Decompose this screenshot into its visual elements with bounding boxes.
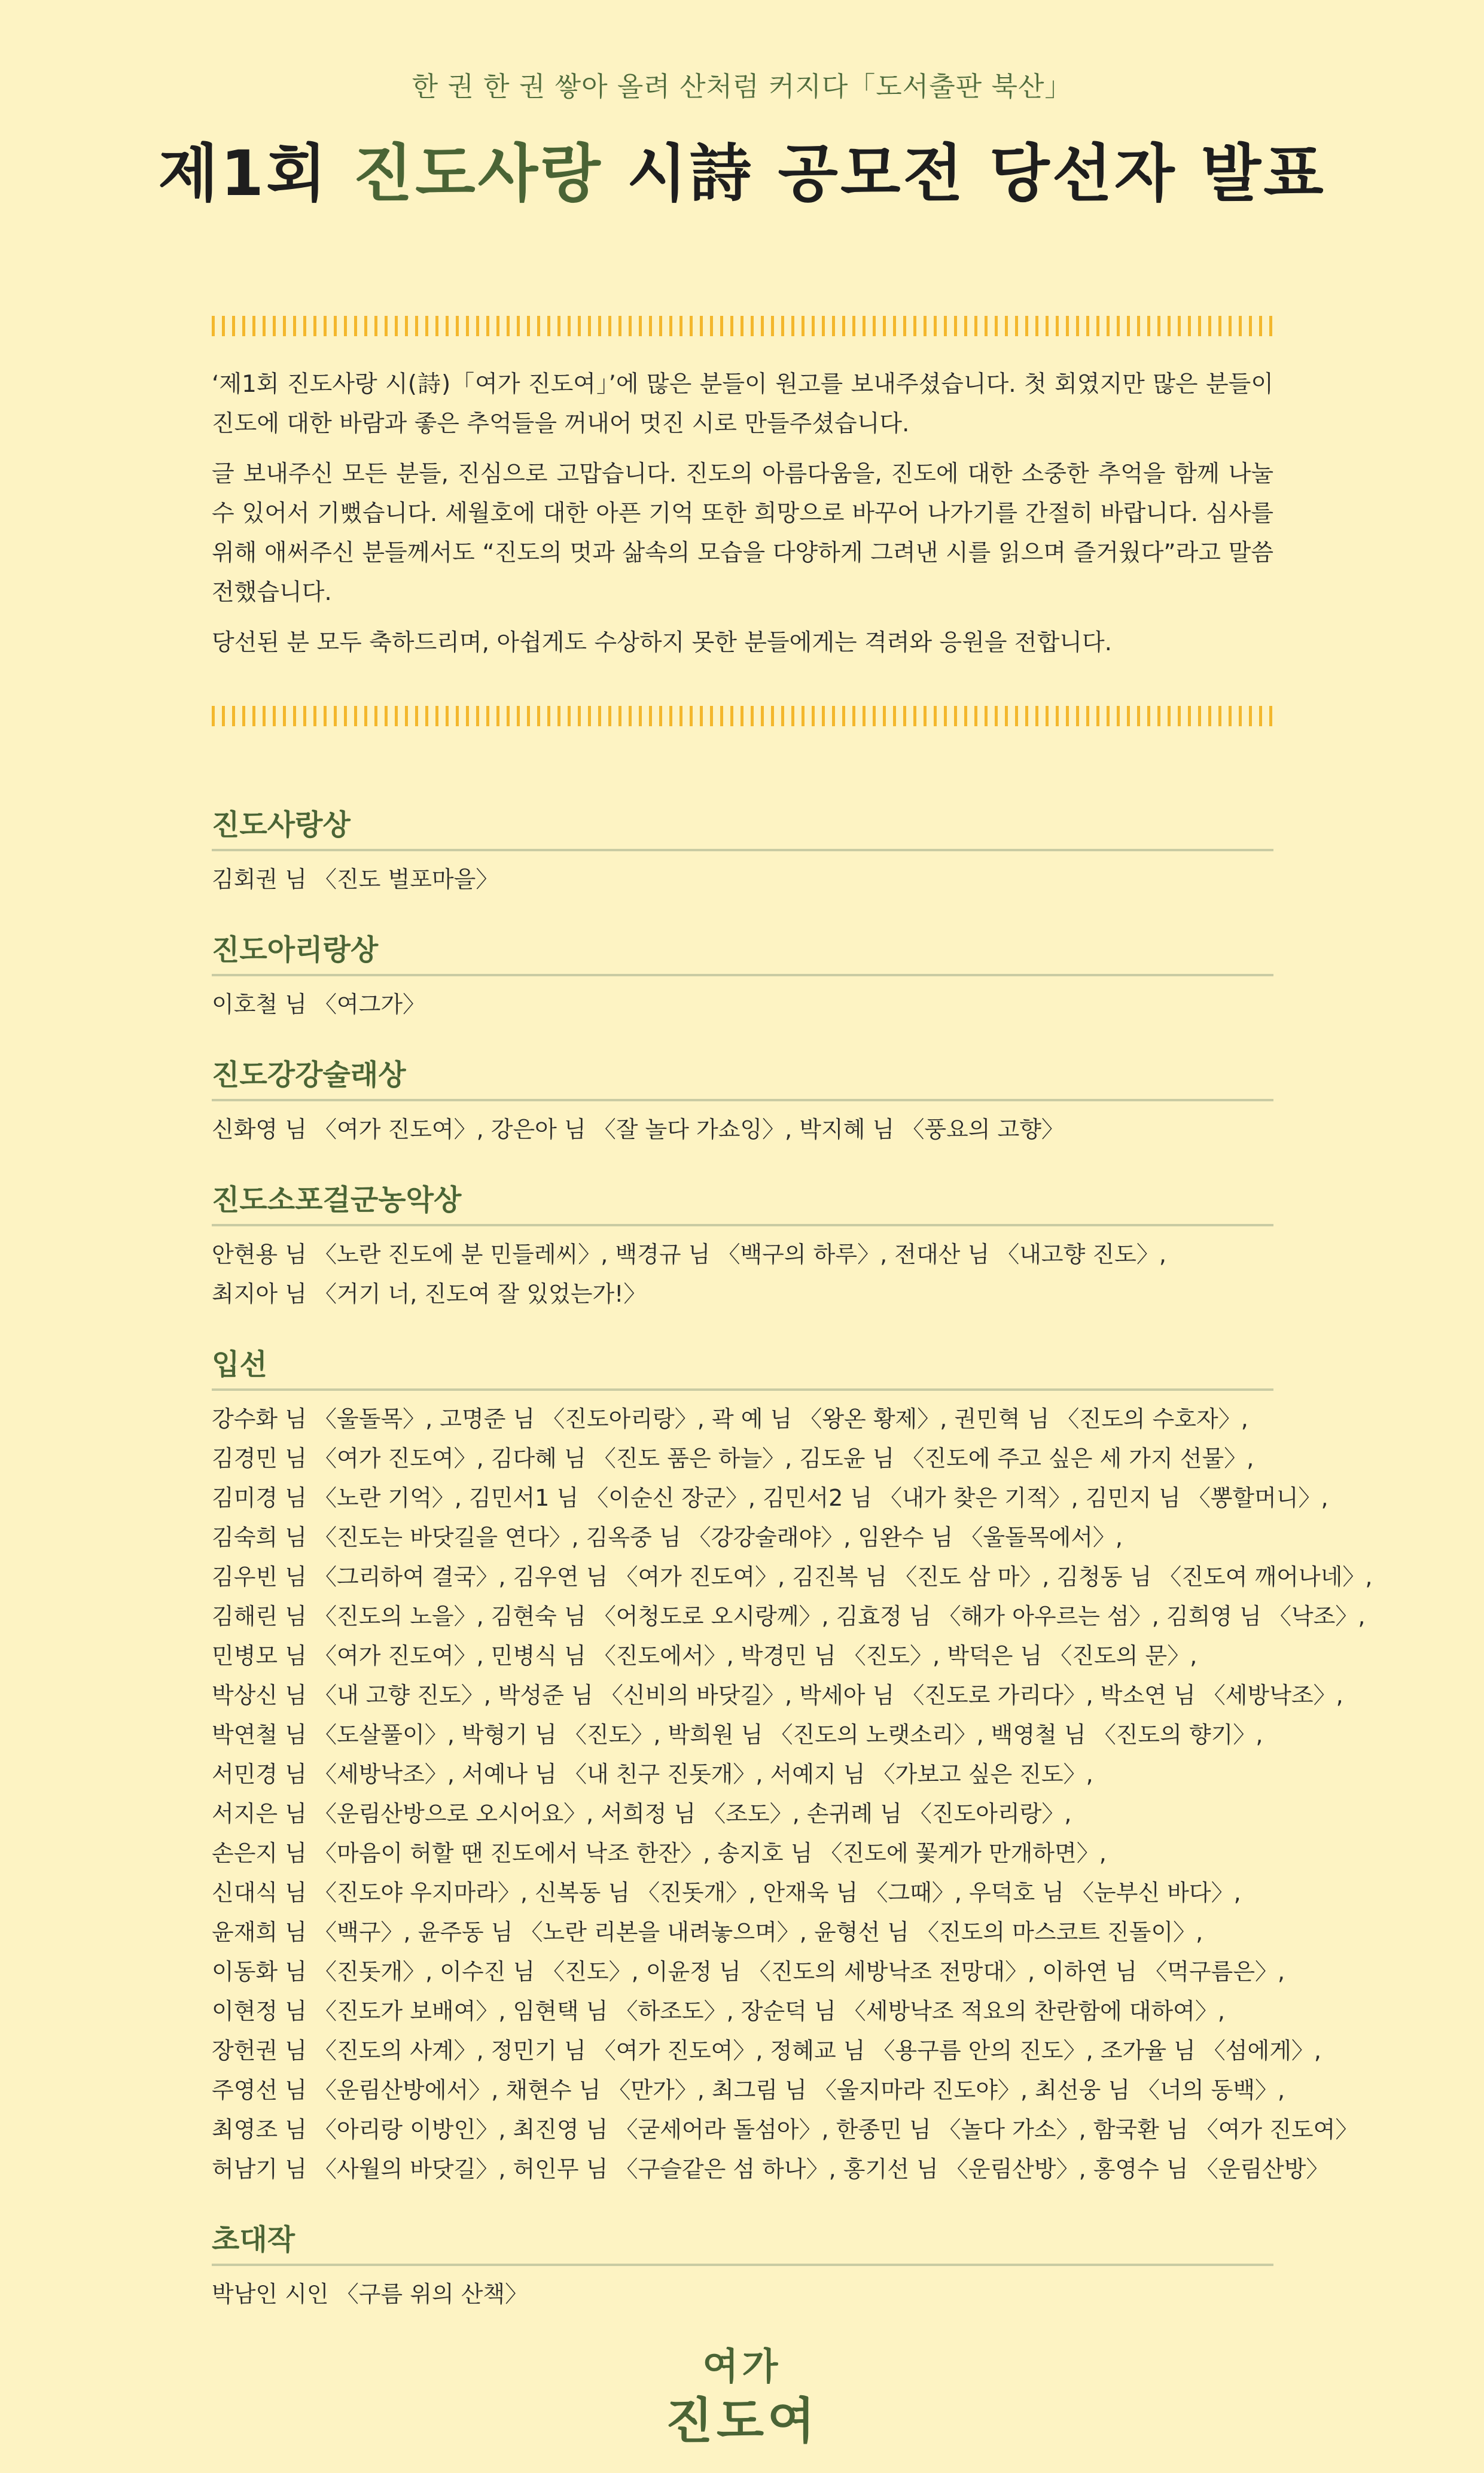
winner-line: 이호철 님 〈여그가〉 xyxy=(212,991,426,1018)
winner-line: 신화영 님 〈여가 진도여〉, 강은아 님 〈잘 놀다 가쇼잉〉, 박지혜 님 〈풍요의 고향〉 xyxy=(212,1116,1064,1143)
section-title: 진도사랑상 xyxy=(212,802,1273,851)
section-body xyxy=(212,860,1273,899)
winner-line: 서지은 님 〈운림산방으로 오시어요〉, 서희정 님 〈조도〉, 손귀례 님 〈진도아리랑〉, xyxy=(212,1801,1072,1827)
section-title: 입선 xyxy=(212,1341,1273,1391)
award-section-jindo-arirang xyxy=(212,927,1273,1024)
winner-line: 안현용 님 〈노란 진도에 분 민들레씨〉, 백경규 님 〈백구의 하루〉, 전대산 님 〈내고향 진도〉, xyxy=(212,1241,1166,1268)
winner-line: 신대식 님 〈진도야 우지마라〉, 신복동 님 〈진돗개〉, 안재욱 님 〈그때〉, 우덕호 님 〈눈부신 바다〉, xyxy=(212,1880,1241,1906)
winner-line: 윤재희 님 〈백구〉, 윤주동 님 〈노란 리본을 내려놓으며〉, 윤형선 님 〈진도의 마스코트 진돌이〉, xyxy=(212,1919,1203,1945)
winner-line: 김경민 님 〈여가 진도여〉, 김다혜 님 〈진도 품은 하늘〉, 김도윤 님 〈진도에 주고 싶은 세 가지 선물〉, xyxy=(212,1445,1254,1472)
intro-paragraph: ‘제1회 진도사랑 시(詩)「여가 진도여」’에 많은 분들이 원고를 보내주셨습니다. 첫 회였지만 많은 분들이 진도에 대한 바람과 좋은 추억들을 꺼내어 멋진 시로 만들주셨습니다. xyxy=(212,371,1273,437)
award-section-jindo-sarang xyxy=(212,802,1273,899)
award-section-ganggangsullae xyxy=(212,1052,1273,1149)
winner-line: 이현정 님 〈진도가 보배여〉, 임현택 님 〈하조도〉, 장순덕 님 〈세방낙조 적요의 찬란함에 대하여〉, xyxy=(212,1998,1225,2024)
winner-line: 손은지 님 〈마음이 허할 땐 진도에서 낙조 한잔〉, 송지호 님 〈진도에 꽃게가 만개하면〉, xyxy=(212,1840,1107,1866)
intro-text xyxy=(212,365,1273,674)
logo-line-2: 진도여 xyxy=(665,2393,819,2450)
section-body xyxy=(212,2274,1273,2314)
winner-line: 김미경 님 〈노란 기억〉, 김민서1 님 〈이순신 장군〉, 김민서2 님 〈내가 찾은 기적〉, 김민지 님 〈뽕할머니〉, xyxy=(212,1485,1328,1511)
winner-line: 허남기 님 〈사월의 바닷길〉, 허인무 님 〈구슬같은 섬 하나〉, 홍기선 님 〈운림산방〉, 홍영수 님 〈운림산방〉 xyxy=(212,2156,1329,2182)
section-body xyxy=(212,985,1273,1024)
winner-line: 서민경 님 〈세방낙조〉, 서예나 님 〈내 친구 진돗개〉, 서예지 님 〈가보고 싶은 진도〉, xyxy=(212,1761,1093,1787)
section-title: 진도소포걸군농악상 xyxy=(212,1177,1273,1226)
winner-line: 박남인 시인 〈구름 위의 산책〉 xyxy=(212,2281,528,2307)
tagline: 한 권 한 권 쌓아 올려 산처럼 커지다「도서출판 북산」 xyxy=(412,71,1072,102)
winner-line: 강수화 님 〈울돌목〉, 고명준 님 〈진도아리랑〉, 곽 예 님 〈왕온 황제〉, 권민혁 님 〈진도의 수호자〉, xyxy=(212,1406,1248,1432)
award-section-sopo-nongak xyxy=(212,1177,1273,1314)
section-title: 진도강강술래상 xyxy=(212,1052,1273,1101)
winner-line: 김숙희 님 〈진도는 바닷길을 연다〉, 김옥중 님 〈강강술래야〉, 임완수 님 〈울돌목에서〉, xyxy=(212,1524,1123,1551)
winner-line: 최영조 님 〈아리랑 이방인〉, 최진영 님 〈굳세어라 돌섬아〉, 한종민 님 〈놀다 가소〉, 함국환 님 〈여가 진도여〉 xyxy=(212,2116,1358,2143)
winner-line: 김해린 님 〈진도의 노을〉, 김현숙 님 〈어청도로 오시랑께〉, 김효정 님 〈해가 아우르는 섬〉, 김희영 님 〈낙조〉, xyxy=(212,1603,1366,1630)
section-title: 진도아리랑상 xyxy=(212,927,1273,976)
title-accent: 진도사랑 xyxy=(352,137,603,210)
bottom-divider xyxy=(212,706,1273,726)
winner-line: 김회권 님 〈진도 벌포마을〉 xyxy=(212,866,499,893)
winner-line: 김우빈 님 〈그리하여 결국〉, 김우연 님 〈여가 진도여〉, 김진복 님 〈진도 삼 마〉, 김청동 님 〈진도여 깨어나네〉, xyxy=(212,1564,1373,1590)
winner-line: 민병모 님 〈여가 진도여〉, 민병식 님 〈진도에서〉, 박경민 님 〈진도〉, 박덕은 님 〈진도의 문〉, xyxy=(212,1643,1197,1669)
page-title xyxy=(0,123,1484,213)
section-body xyxy=(212,1235,1273,1314)
title-prefix: 제1회 xyxy=(158,137,353,210)
winner-line: 박상신 님 〈내 고향 진도〉, 박성준 님 〈신비의 바닷길〉, 박세아 님 〈진도로 가리다〉, 박소연 님 〈세방낙조〉, xyxy=(212,1682,1343,1708)
top-divider xyxy=(212,316,1273,336)
winner-line: 이동화 님 〈진돗개〉, 이수진 님 〈진도〉, 이윤정 님 〈진도의 세방낙조 전망대〉, 이하연 님 〈먹구름은〉, xyxy=(212,1959,1285,1985)
section-body xyxy=(212,1399,1373,2189)
section-title: 초대작 xyxy=(212,2216,1273,2266)
winner-line: 박연철 님 〈도살풀이〉, 박형기 님 〈진도〉, 박희원 님 〈진도의 노랫소리〉, 백영철 님 〈진도의 향기〉, xyxy=(212,1722,1263,1748)
section-body xyxy=(212,1110,1273,1149)
award-section-invited-work xyxy=(212,2216,1273,2314)
winner-line: 주영선 님 〈운림산방에서〉, 채현수 님 〈만가〉, 최그림 님 〈울지마라 진도야〉, 최선웅 님 〈너의 동백〉, xyxy=(212,2077,1285,2103)
winner-line: 장헌권 님 〈진도의 사계〉, 정민기 님 〈여가 진도여〉, 정혜교 님 〈용구름 안의 진도〉, 조가율 님 〈섬에게〉, xyxy=(212,2038,1321,2064)
logo-line-1: 여가 xyxy=(702,2344,782,2388)
winners-list xyxy=(212,802,1373,2341)
intro-paragraph: 글 보내주신 모든 분들, 진심으로 고맙습니다. 진도의 아름다움을, 진도에 대한 소중한 추억을 함께 나눌 수 있어서 기뻤습니다. 세월호에 대한 아픈 기억 또한 희망으로 바꾸어 나가기를 간절히 바랍니다. 심사를 위해 애써주신 분들께서도 “진도의 멋과 삶속의 모습을 다양하게 그려낸 시를 읽으며 즐거웠다”라고 말씀 전했습니다. xyxy=(212,461,1273,606)
award-section-honorable-mention xyxy=(212,1341,1373,2189)
intro-paragraph: 당선된 분 모두 축하드리며, 아쉽게도 수상하지 못한 분들에게는 격려와 응원을 전합니다. xyxy=(212,629,1113,656)
winner-line: 최지아 님 〈거기 너, 진도여 잘 있었는가!〉 xyxy=(212,1281,647,1307)
yeoga-jindoyeo-logo xyxy=(0,2339,1484,2449)
title-suffix: 시詩 공모전 당선자 발표 xyxy=(602,137,1326,210)
